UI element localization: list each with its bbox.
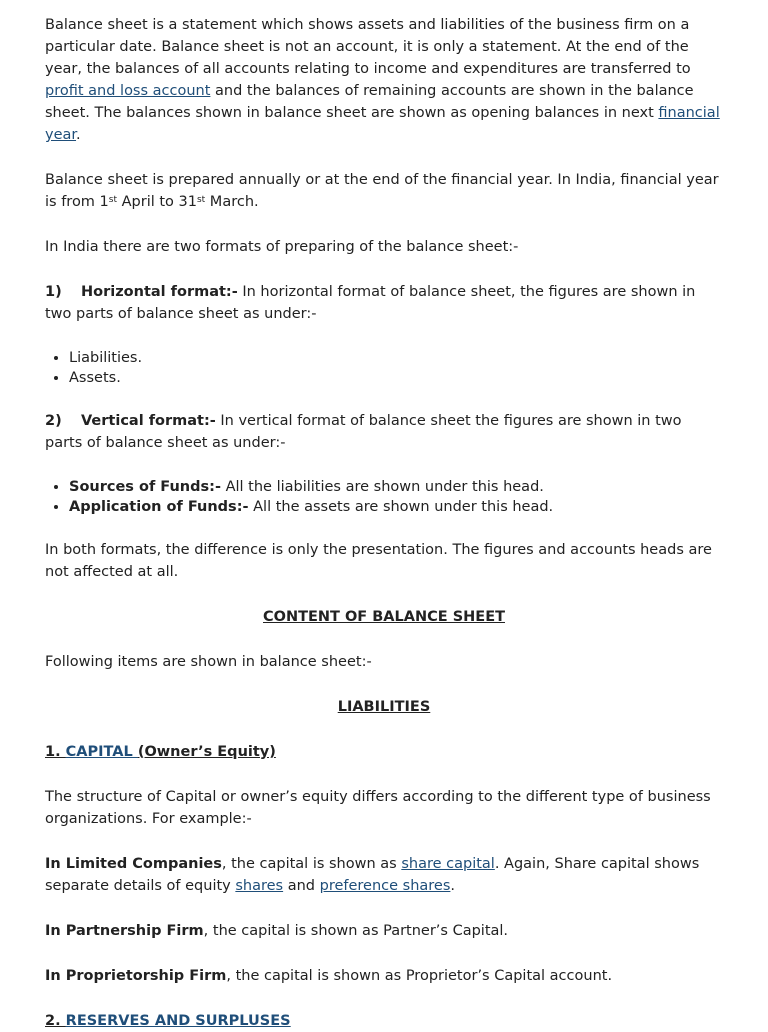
intro-text: Balance sheet is a statement which shows assets and liabilities of the business firm on a particular date. Balance sheet is not an account, it is only a statement. At the end of the year, the balances of all accounts relating to income and expenditures are transferred to <box>45 17 691 77</box>
formats-intro-paragraph: In India there are two formats of preparing of the balance sheet:- <box>45 239 519 255</box>
share-capital-link[interactable]: share capital <box>401 856 495 872</box>
content-heading: CONTENT OF BALANCE SHEET <box>263 609 505 625</box>
reserves-number: 2. <box>45 1013 66 1029</box>
profit-and-loss-account-link[interactable]: profit and loss account <box>45 83 211 99</box>
capital-heading <box>45 741 723 763</box>
sources-of-funds-label: Sources of Funds:- <box>69 479 221 495</box>
intro-text-3: . <box>76 127 81 143</box>
list-item: • Assets. <box>69 368 723 388</box>
sources-of-funds-text: All the liabilities are shown under this head. <box>220 479 544 495</box>
following-items-paragraph: Following items are shown in balance sheet:- <box>45 654 372 670</box>
vertical-list <box>45 477 723 517</box>
vertical-number: 2) <box>45 413 62 429</box>
horizontal-number: 1) <box>45 284 62 300</box>
capital-link[interactable]: CAPITAL <box>65 744 138 760</box>
proprietorship-label: In Proprietorship Firm <box>45 968 227 984</box>
reserves-and-surpluses-link[interactable]: RESERVES AND SURPLUSES <box>65 1013 291 1029</box>
horizontal-text: In horizontal format of balance sheet, the figures are shown in two parts of balance sheet as under:- <box>45 284 696 322</box>
list-item <box>69 497 723 517</box>
fy-sup-1: st <box>108 195 117 205</box>
capital-rest: (Owner’s Equity) <box>137 744 276 760</box>
partnership-paragraph <box>45 920 723 942</box>
application-of-funds-label: Application of Funds:- <box>69 499 249 515</box>
fy-text-3: March. <box>205 194 259 210</box>
horizontal-list <box>45 348 723 388</box>
proprietorship-text: , the capital is shown as Proprietor’s Capital account. <box>226 968 613 984</box>
list-item <box>69 477 723 497</box>
partnership-text: , the capital is shown as Partner’s Capital. <box>203 923 509 939</box>
list-item: • Liabilities. <box>69 348 723 368</box>
horizontal-label: Horizontal format:- <box>81 284 238 300</box>
limited-text-2: . Again, Share capital shows separate details of equity <box>45 856 700 894</box>
liabilities-heading: LIABILITIES <box>337 699 431 715</box>
both-formats-paragraph: In both formats, the difference is only the presentation. The figures and accounts heads are not affected at all. <box>45 542 712 580</box>
fy-text: Balance sheet is prepared annually or at the end of the financial year. In India, financial year is from 1 <box>45 172 719 210</box>
reserves-heading <box>45 1010 723 1032</box>
partnership-label: In Partnership Firm <box>45 923 204 939</box>
fy-sup-2: st <box>196 195 206 205</box>
intro-text-2: and the balances of remaining accounts are shown in the balance sheet. The balances shown in balance sheet are shown as opening balances in next <box>45 83 694 121</box>
limited-text-4: . <box>450 878 456 894</box>
horizontal-format-paragraph <box>45 281 723 325</box>
capital-structure-paragraph: The structure of Capital or owner’s equity differs according to the different type of business organizations. For example:- <box>45 789 711 827</box>
limited-text: , the capital is shown as <box>221 856 402 872</box>
proprietorship-paragraph <box>45 965 723 987</box>
intro-paragraph <box>45 14 723 146</box>
vertical-label: Vertical format:- <box>81 413 216 429</box>
financial-year-paragraph <box>45 169 723 213</box>
limited-companies-paragraph <box>45 853 723 897</box>
application-of-funds-text: All the assets are shown under this head. <box>248 499 554 515</box>
limited-text-3: and <box>283 878 320 894</box>
shares-link[interactable]: shares <box>235 878 284 894</box>
fy-text-2: April to 31 <box>117 194 197 210</box>
limited-companies-label: In Limited Companies <box>45 856 222 872</box>
vertical-format-paragraph <box>45 410 723 454</box>
capital-number: 1. <box>45 744 66 760</box>
preference-shares-link[interactable]: preference shares <box>319 878 451 894</box>
vertical-text: In vertical format of balance sheet the figures are shown in two parts of balance sheet as under:- <box>45 413 682 451</box>
financial-year-link[interactable]: financial year <box>45 105 720 143</box>
